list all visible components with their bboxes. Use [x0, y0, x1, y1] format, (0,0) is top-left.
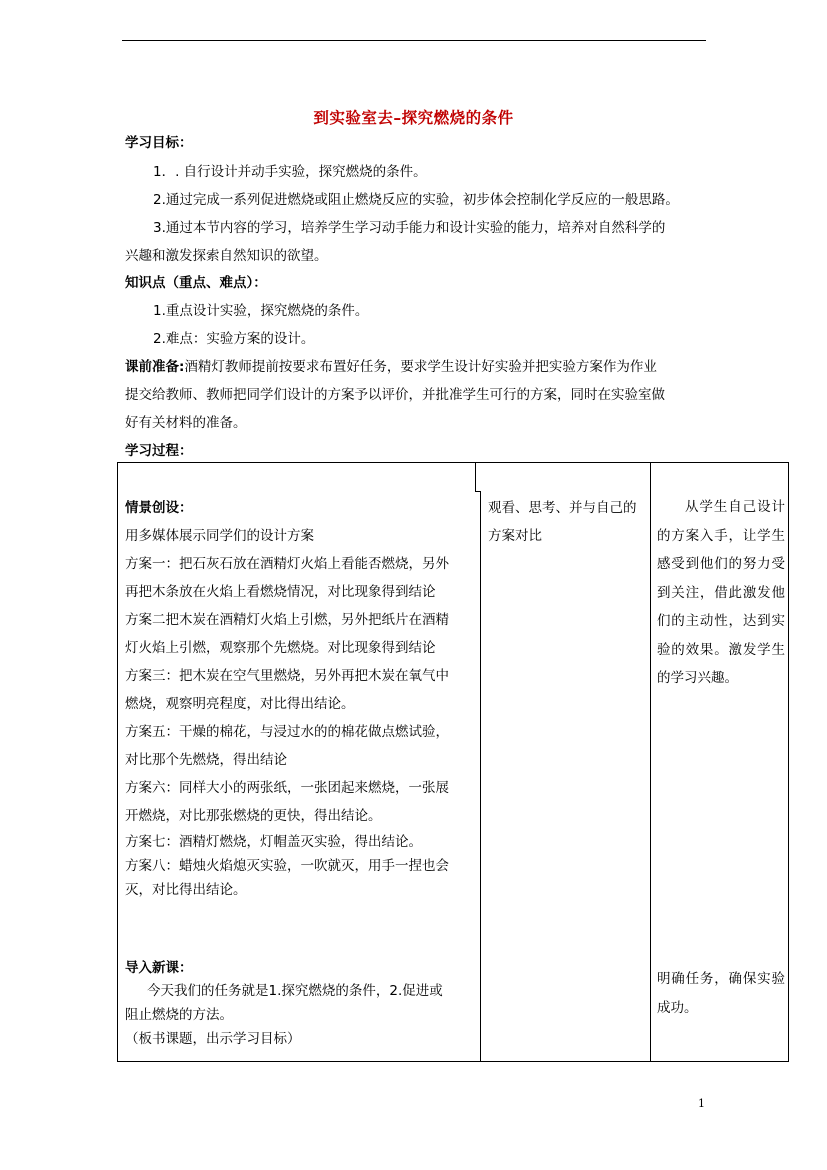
page-number: 1 [698, 1097, 705, 1110]
objective-item: 3.通过本节内容的学习，培养学生学习动手能力和设计实验的能力，培养对自然科学的 [153, 220, 666, 236]
scene-line: 方案二把木炭在酒精灯火焰上引燃，另外把纸片在酒精 [125, 612, 449, 628]
table-divider-col2 [480, 491, 481, 1062]
scene-line: 方案三：把木炭在空气里燃烧，另外再把木炭在氧气中 [125, 668, 449, 684]
intro-heading: 导入新课： [125, 960, 193, 976]
knowledge-item: 2.难点：实验方案的设计。 [153, 331, 315, 347]
scene-line: 用多媒体展示同学们的设计方案 [125, 528, 314, 544]
col1-scene [125, 494, 475, 902]
page-number-row [0, 1097, 827, 1110]
col2-activity: 观看、思考、并与自己的方案对比 [488, 500, 637, 544]
intro-line: 今天我们的任务就是1.探究燃烧的条件，2.促进或 [147, 983, 443, 999]
prep-line-2: 提交给教师、教师把同学们设计的方案予以评价，并批准学生可行的方案，同时在实验室做 [125, 387, 665, 403]
knowledge-heading: 知识点（重点、难点）： [125, 275, 267, 291]
scene-heading: 情景创设： [125, 500, 193, 516]
objectives-heading: 学习目标： [125, 135, 193, 151]
objective-item: 2.通过完成一系列促进燃烧或阻止燃烧反应的实验，初步体会控制化学反应的一般思路。 [153, 192, 679, 208]
table-divider-top [475, 463, 476, 491]
scene-line: 方案一：把石灰石放在酒精灯火焰上看能否燃烧，另外 [125, 556, 449, 572]
knowledge-item: 1.重点设计实验，探究燃烧的条件。 [153, 303, 369, 319]
objective-item: 1．. 自行设计并动手实验，探究燃烧的条件。 [153, 164, 427, 180]
process-heading: 学习过程： [125, 443, 193, 459]
scene-line: 燃烧，观察明亮程度，对比得出结论。 [125, 696, 355, 712]
table-step [475, 491, 481, 492]
objective-item-continued: 兴趣和激发探索自然知识的欲望。 [125, 248, 328, 264]
intro-line: （板书课题，出示学习目标） [125, 1031, 301, 1047]
col3-intent-intro: 明确任务，确保实验成功。 [657, 971, 785, 1016]
scene-line: 方案六：同样大小的两张纸，一张团起来燃烧，一张展 [125, 780, 449, 796]
table-divider-col3 [650, 463, 651, 1062]
page-title: 到实验室去–探究燃烧的条件 [313, 109, 514, 127]
scene-line: 灯火焰上引燃，观察那个先燃烧。对比现象得到结论 [125, 640, 436, 656]
scene-line: 方案七：酒精灯燃烧，灯帽盖灭实验，得出结论。 [125, 834, 422, 850]
intro-line: 阻止燃烧的方法。 [125, 1007, 233, 1023]
scene-line: 开燃烧，对比那张燃烧的更快，得出结论。 [125, 808, 382, 824]
col3-intent: 从学生自己设计的方案入手，让学生感受到他们的努力受到关注，借此激发他们的主动性，达到实验的效果。激发学生的学习兴趣。 [657, 499, 785, 686]
scene-line: 灭，对比得出结论。 [125, 882, 247, 898]
scene-line: 方案五：干燥的棉花，与浸过水的的棉花做点燃试验， [125, 724, 449, 740]
prep-line-3: 好有关材料的准备。 [125, 415, 247, 431]
prep-line-1 [125, 357, 657, 377]
scene-line: 再把木条放在火焰上看燃烧情况，对比现象得到结论 [125, 584, 436, 600]
prep-text: 酒精灯教师提前按要求布置好任务，要求学生设计好实验并把实验方案作为作业 [184, 359, 657, 375]
scene-line: 对比那个先燃烧，得出结论 [125, 752, 287, 768]
scene-line: 方案八：蜡烛火焰熄灭实验，一吹就灭，用手一捏也会 [125, 858, 449, 874]
header-rule [122, 40, 706, 41]
col1-intro [125, 957, 475, 1051]
prep-label: 课前准备: [125, 359, 185, 375]
